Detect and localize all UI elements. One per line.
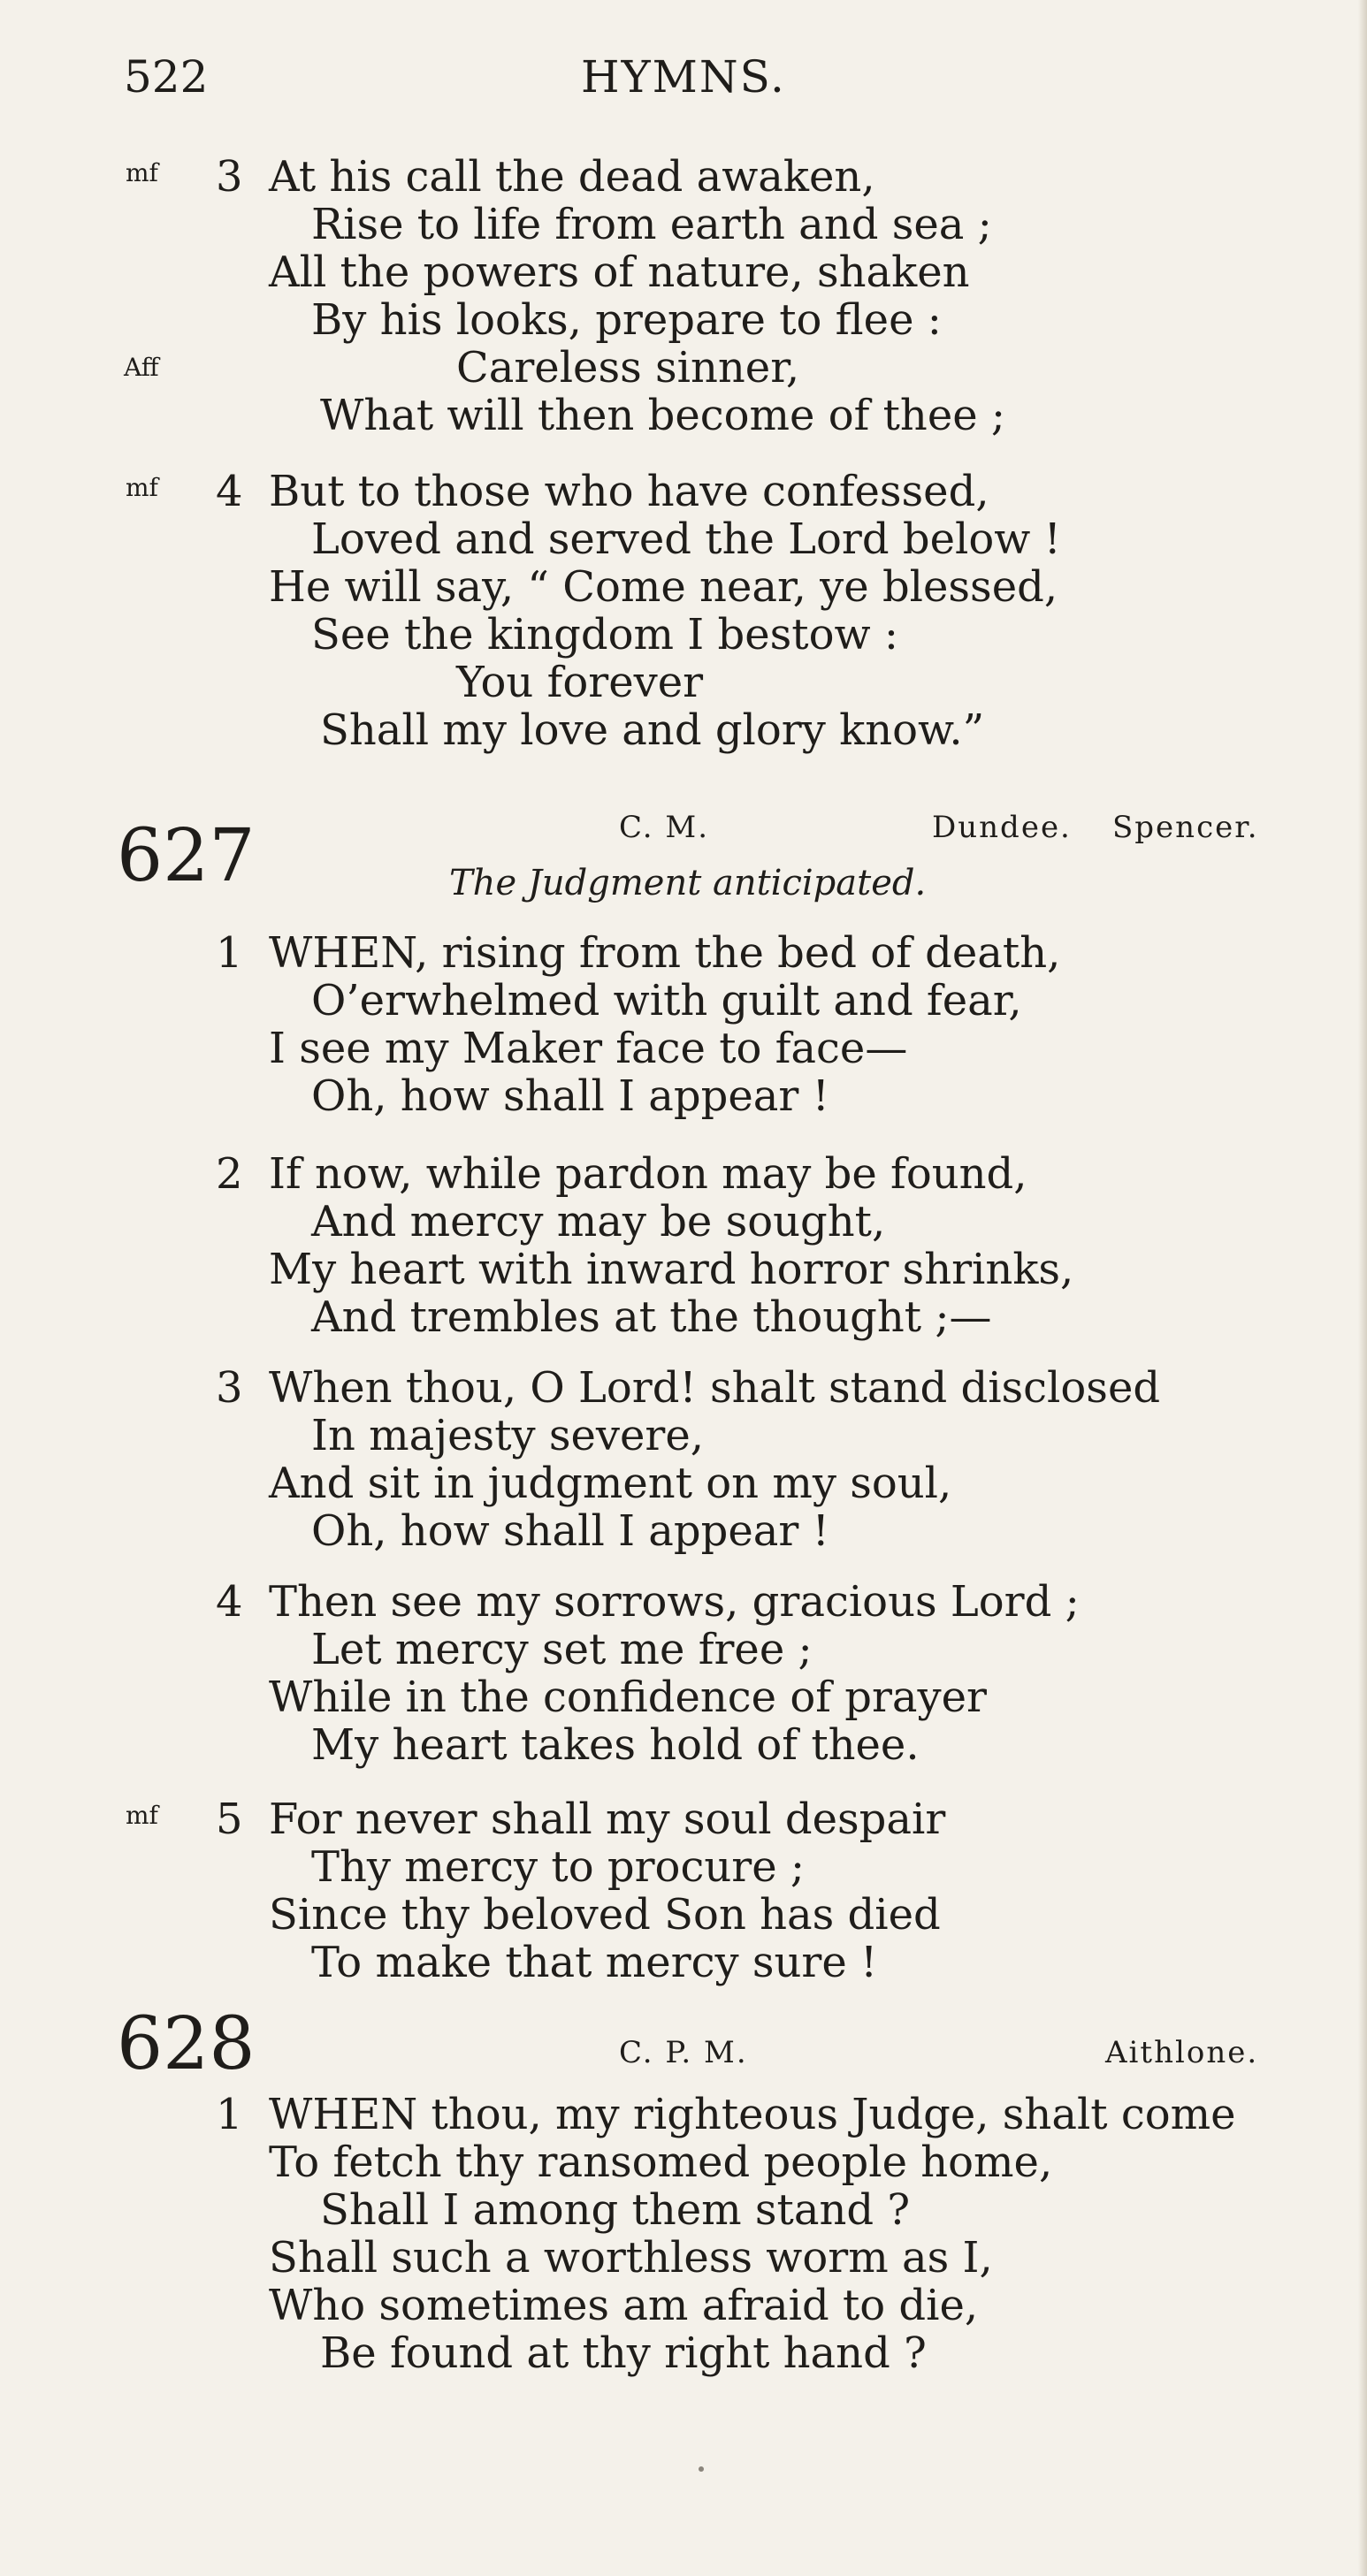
stanza-number: 2	[216, 1149, 243, 1199]
hymn-line: See the kingdom I bestow :	[311, 610, 898, 659]
page-number: 522	[124, 51, 209, 103]
hymn-line: And sit in judgment on my soul,	[269, 1459, 952, 1508]
dynamic-mark: mf	[126, 473, 158, 502]
tune-name: Dundee.	[932, 810, 1072, 845]
hymn-line: Rise to life from earth and sea ;	[311, 200, 992, 249]
hymn-subtitle: The Judgment anticipated.	[449, 863, 927, 903]
hymn-line: He will say, “ Come near, ye blessed,	[269, 562, 1058, 612]
stanza-number: 1	[216, 2090, 243, 2139]
hymn-line: At his call the dead awaken,	[269, 152, 875, 202]
hymn-line: While in the confidence of prayer	[269, 1673, 987, 1722]
hymn-line: My heart takes hold of thee.	[311, 1720, 920, 1770]
hymn-line: To fetch thy ransomed people home,	[269, 2138, 1053, 2187]
hymn-number: 627	[117, 814, 256, 898]
stanza-number: 4	[216, 467, 243, 516]
stanza-number: 4	[216, 1577, 243, 1627]
hymn-line: You forever	[456, 658, 704, 707]
hymn-line: WHEN, rising from the bed of death,	[269, 928, 1061, 978]
page-header	[0, 51, 1367, 113]
dynamic-mark: mf	[126, 158, 158, 187]
hymn-line: Oh, how shall I appear !	[311, 1071, 829, 1121]
hymn-line: Then see my sorrows, gracious Lord ;	[269, 1577, 1080, 1627]
hymn-line: And mercy may be sought,	[311, 1197, 886, 1246]
hymn-line: If now, while pardon may be found,	[269, 1149, 1027, 1199]
stanza-number: 1	[216, 928, 243, 978]
stanza-number: 5	[216, 1795, 243, 1844]
ink-speck	[699, 2466, 704, 2472]
hymn-line: WHEN thou, my righteous Judge, shalt come	[269, 2090, 1236, 2139]
running-head: HYMNS.	[581, 51, 786, 103]
stanza-number: 3	[216, 152, 243, 202]
hymn-line: Who sometimes am afraid to die,	[269, 2281, 979, 2330]
hymn-line: Shall I among them stand ?	[320, 2185, 911, 2235]
hymn-line: For never shall my soul despair	[269, 1795, 946, 1844]
hymn-line: By his looks, prepare to flee :	[311, 295, 942, 345]
hymn-line: Shall such a worthless worm as I,	[269, 2233, 993, 2283]
hymn-line: My heart with inward horror shrinks,	[269, 1245, 1074, 1294]
hymn-line: To make that mercy sure !	[311, 1938, 878, 1987]
hymn-line: Thy mercy to procure ;	[311, 1842, 806, 1892]
dynamic-mark: Aff	[124, 353, 159, 382]
hymn-line: Be found at thy right hand ?	[320, 2328, 927, 2378]
dynamic-mark: mf	[126, 1801, 158, 1830]
hymn-meter: C. M.	[619, 810, 710, 845]
tune-name: Aithlone.	[1105, 2035, 1259, 2070]
stanza-number: 3	[216, 1363, 243, 1413]
hymn-line: And trembles at the thought ;—	[311, 1292, 992, 1342]
hymn-line: When thou, O Lord! shalt stand disclosed	[269, 1363, 1161, 1413]
hymn-line: What will then become of thee ;	[320, 391, 1006, 440]
hymn-line: Since thy beloved Son has died	[269, 1890, 941, 1940]
hymn-line: Oh, how shall I appear !	[311, 1506, 829, 1556]
hymn-line: O’erwhelmed with guilt and fear,	[311, 976, 1022, 1025]
composer-name: Spencer.	[1112, 810, 1259, 845]
hymn-line: Shall my love and glory know.”	[320, 705, 985, 755]
hymn-number: 628	[117, 2002, 256, 2086]
hymn-line: All the powers of nature, shaken	[269, 248, 970, 297]
hymn-line: Loved and served the Lord below !	[311, 514, 1061, 564]
hymn-line: In majesty severe,	[311, 1411, 705, 1460]
page-edge	[1358, 0, 1367, 2576]
hymn-line: Careless sinner,	[456, 343, 800, 392]
hymn-line: But to those who have confessed,	[269, 467, 989, 516]
hymn-meter: C. P. M.	[619, 2035, 748, 2070]
hymn-line: I see my Maker face to face—	[269, 1024, 908, 1073]
hymn-line: Let mercy set me free ;	[311, 1625, 813, 1674]
